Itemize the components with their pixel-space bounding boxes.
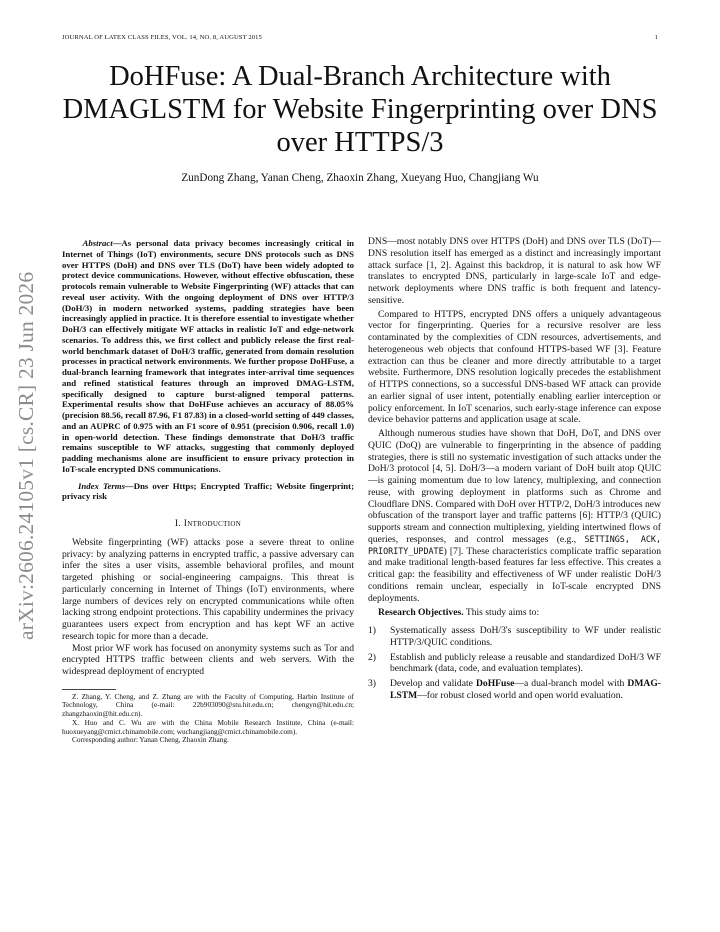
footnote-rule <box>62 689 116 690</box>
paper-title: DoHFuse: A Dual-Branch Architecture with DMAGLSTM for Website Fingerprinting over DNS over HTTPS/3 <box>62 61 658 158</box>
objectives-intro: This study aims to: <box>463 607 540 619</box>
objective-item <box>368 678 661 702</box>
intro-paragraph-1: Website fingerprinting (WF) attacks pose a severe threat to online privacy: by analyzing patterns in encrypted traffic, a passive adversary can infer the sites a user visits, assemble behavioral profiles, and mount targeted phishing or social-engineering campaigns. This threat is particularly concerning in Internet of Things (IoT) environments, where large numbers of devices rely on encrypted communications while often lacking strong endpoint protections. This capability undermines the privacy guarantees users expect from encryption and has kept WF an active research topic for more than a decade. <box>62 536 354 642</box>
index-terms-label: Index Terms <box>78 480 125 491</box>
footnote-affiliation-2: X. Huo and C. Wu are with the China Mobile Research Institute, China (e-mail: huoxueyang@cmict.chinamobile.com; wuchangjiang@cmict.chinamobile.com). <box>62 717 354 736</box>
objective-item <box>368 625 661 649</box>
index-terms <box>62 481 354 503</box>
intro-paragraph-2: Most prior WF work has focused on anonymity systems such as Tor and encrypted HTTPS traffic between clients and web servers. With the widespread deployment of encrypted <box>62 642 354 677</box>
para5-text-a: Although numerous studies have shown that DoH, DoT, and DNS over QUIC (DoQ) are vulnerable to fingerprinting in the absence of padding strategies, there is still no systematic investigation of such attacks under the DoH/3 protocol [4, 5]. DoH/3—a modern variant of DoH built atop QUIC—is gaining momentum due to low latency, multiplexing, and connection reuse, with growing deployment in platforms such as Chrome and Cloudflare DNS. Compared with DoH over HTTP/2, DoH/3 introduces new obfuscation of the transport layer and traffic patterns [6]: HTTP/3 (QUIC) supports stream and connection multiplexing, yielding intertwined flows of queries, responses, and control messages (e.g., <box>368 428 661 545</box>
objectives-list <box>368 625 661 702</box>
intro-paragraph-3: DNS—most notably DNS over HTTPS (DoH) and DNS over TLS (DoT)—DNS resolution itself has emerged as a distinct and increasingly important attack surface [1, 2]. Against this backdrop, it is natural to ask how WF translates to encrypted DNS, particularly in large-scale IoT and edge-network deployments where DNS traffic is both frequent and latency-sensitive. <box>368 236 661 306</box>
module-name: DMAG-LSTM <box>390 678 661 701</box>
objectives-label: Research Objectives. <box>378 607 464 619</box>
intro-paragraph-5 <box>368 428 661 604</box>
objective-number: 1) <box>368 625 376 636</box>
index-terms-text: —Dns over Https; Encrypted Traffic; Website fingerprint; privacy risk <box>62 480 355 502</box>
abstract-label: Abstract <box>82 238 113 248</box>
objective-text-b: —a dual-branch model with <box>514 678 628 689</box>
intro-paragraph-4: Compared to HTTPS, encrypted DNS offers a uniquely advantageous vector for fingerprinting. Queries for a recursive resolver are less contaminated by the complexities of CDN resources, advertisements, and heterogeneous web objects that confound HTTPS-based WF [3]. Feature extraction can thus be cleaner and more directly attributable to a target website. Furthermore, DNS resolution logically precedes the establishment of HTTPS connections, so a successful DNS-based WF attack can provide an earlier signal of user intent, potentially enabling earlier interception or policy enforcement. In IoT scenarios, such early-stage inference can expose device behavior patterns and application usage at scale. <box>368 308 661 426</box>
section-heading <box>62 519 354 531</box>
objective-text-c: —for robust closed world and open world evaluation. <box>417 689 623 701</box>
objective-item <box>368 652 661 676</box>
para5-code: SETTINGS, ACK, PRIORITY_UPDATE <box>368 533 662 556</box>
objective-number: 3) <box>368 678 376 689</box>
para5-text-b: ) [7]. These characteristics complicate traffic separation and make traditional length-based features far less effective. This creates a critical gap: the feasibility and effectiveness of WF under realistic DoH/3 conditions remain unclear, especially in IoT-scale encrypted DNS deployments. <box>368 545 661 604</box>
objective-text: Systematically assess DoH/3's susceptibility to WF under realistic HTTP/3/QUIC conditions. <box>390 625 661 648</box>
footnote-affiliation-1: Z. Zhang, Y. Cheng, and Z. Zhang are with the Faculty of Computing, Harbin Institute of Technology, China (e-mail: 22b903090@stu.hit.edu.cn; chengyn@hit.edu.cn; zhangzhaoxin@hit.edu.cn). <box>62 691 354 719</box>
footnote-corresponding: Corresponding author: Yanan Cheng, Zhaoxin Zhang. <box>72 735 229 745</box>
research-objectives <box>368 607 661 619</box>
section-title: Introduction <box>183 519 242 529</box>
right-column <box>368 236 661 705</box>
model-name: DoHFuse <box>475 678 515 689</box>
objective-text: Establish and publicly release a reusable and standardized DoH/3 WF benchmark (data, code, and evaluation templates). <box>390 651 661 675</box>
footnotes <box>62 693 354 745</box>
objective-text-a: Develop and validate <box>390 678 476 689</box>
abstract <box>62 238 354 475</box>
section-number: I. <box>174 519 184 529</box>
running-header <box>62 34 658 41</box>
journal-header: JOURNAL OF LATEX CLASS FILES, VOL. 14, NO. 8, AUGUST 2015 <box>62 34 262 41</box>
arxiv-stamp: arXiv:2606.24105v1 [cs.CR] 23 Jun 2026 <box>14 271 38 640</box>
objective-number: 2) <box>368 651 376 663</box>
left-column <box>62 238 354 745</box>
page-number: 1 <box>654 34 658 41</box>
author-list: ZunDong Zhang, Yanan Cheng, Zhaoxin Zhang, Xueyang Huo, Changjiang Wu <box>181 172 539 184</box>
abstract-text: —As personal data privacy becomes increasingly critical in Internet of Things (IoT) environments, secure DNS protocols such as DNS over HTTPS (DoH) and DNS over TLS (DoT) have been widely adopted to protect device communications. However, without effective obfuscation, these protocols remain vulnerable to Website Fingerprinting (WF) attacks that can reveal user activity. With the ongoing deployment of DNS over HTTP/3 (DoH/3) in modern networked systems, padding strategies have been increasingly applied in practice. It is therefore essential to investigate whether DoH/3 can effectively mitigate WF attacks in realistic IoT and edge-network scenarios. To address this, we first collect and publicly release the first real-world benchmark dataset of DoH/3 traffic, generated from domain resolution processes in practical network environments. We further propose DoHFuse, a dual-branch learning framework that integrates inter-arrival time sequences and refined statistical features through an improved DMAG-LSTM, specifically designed to capture burst-aligned temporal patterns. Experimental results show that DoHFuse achieves an accuracy of 88.05% (precision 88.56, recall 87.96, F1 87.83) in a closed-world setting of 449 classes, and an AUPRC of 0.975 with an F1 score of 0.951 (precision 0.906, recall 1.0) in open-world detection. These findings demonstrate that DoH/3 traffic remains susceptible to WF attacks, suggesting that commonly deployed padding mechanisms alone are insufficient to ensure privacy protection in IoT-scale encrypted DNS communications. <box>62 238 355 474</box>
